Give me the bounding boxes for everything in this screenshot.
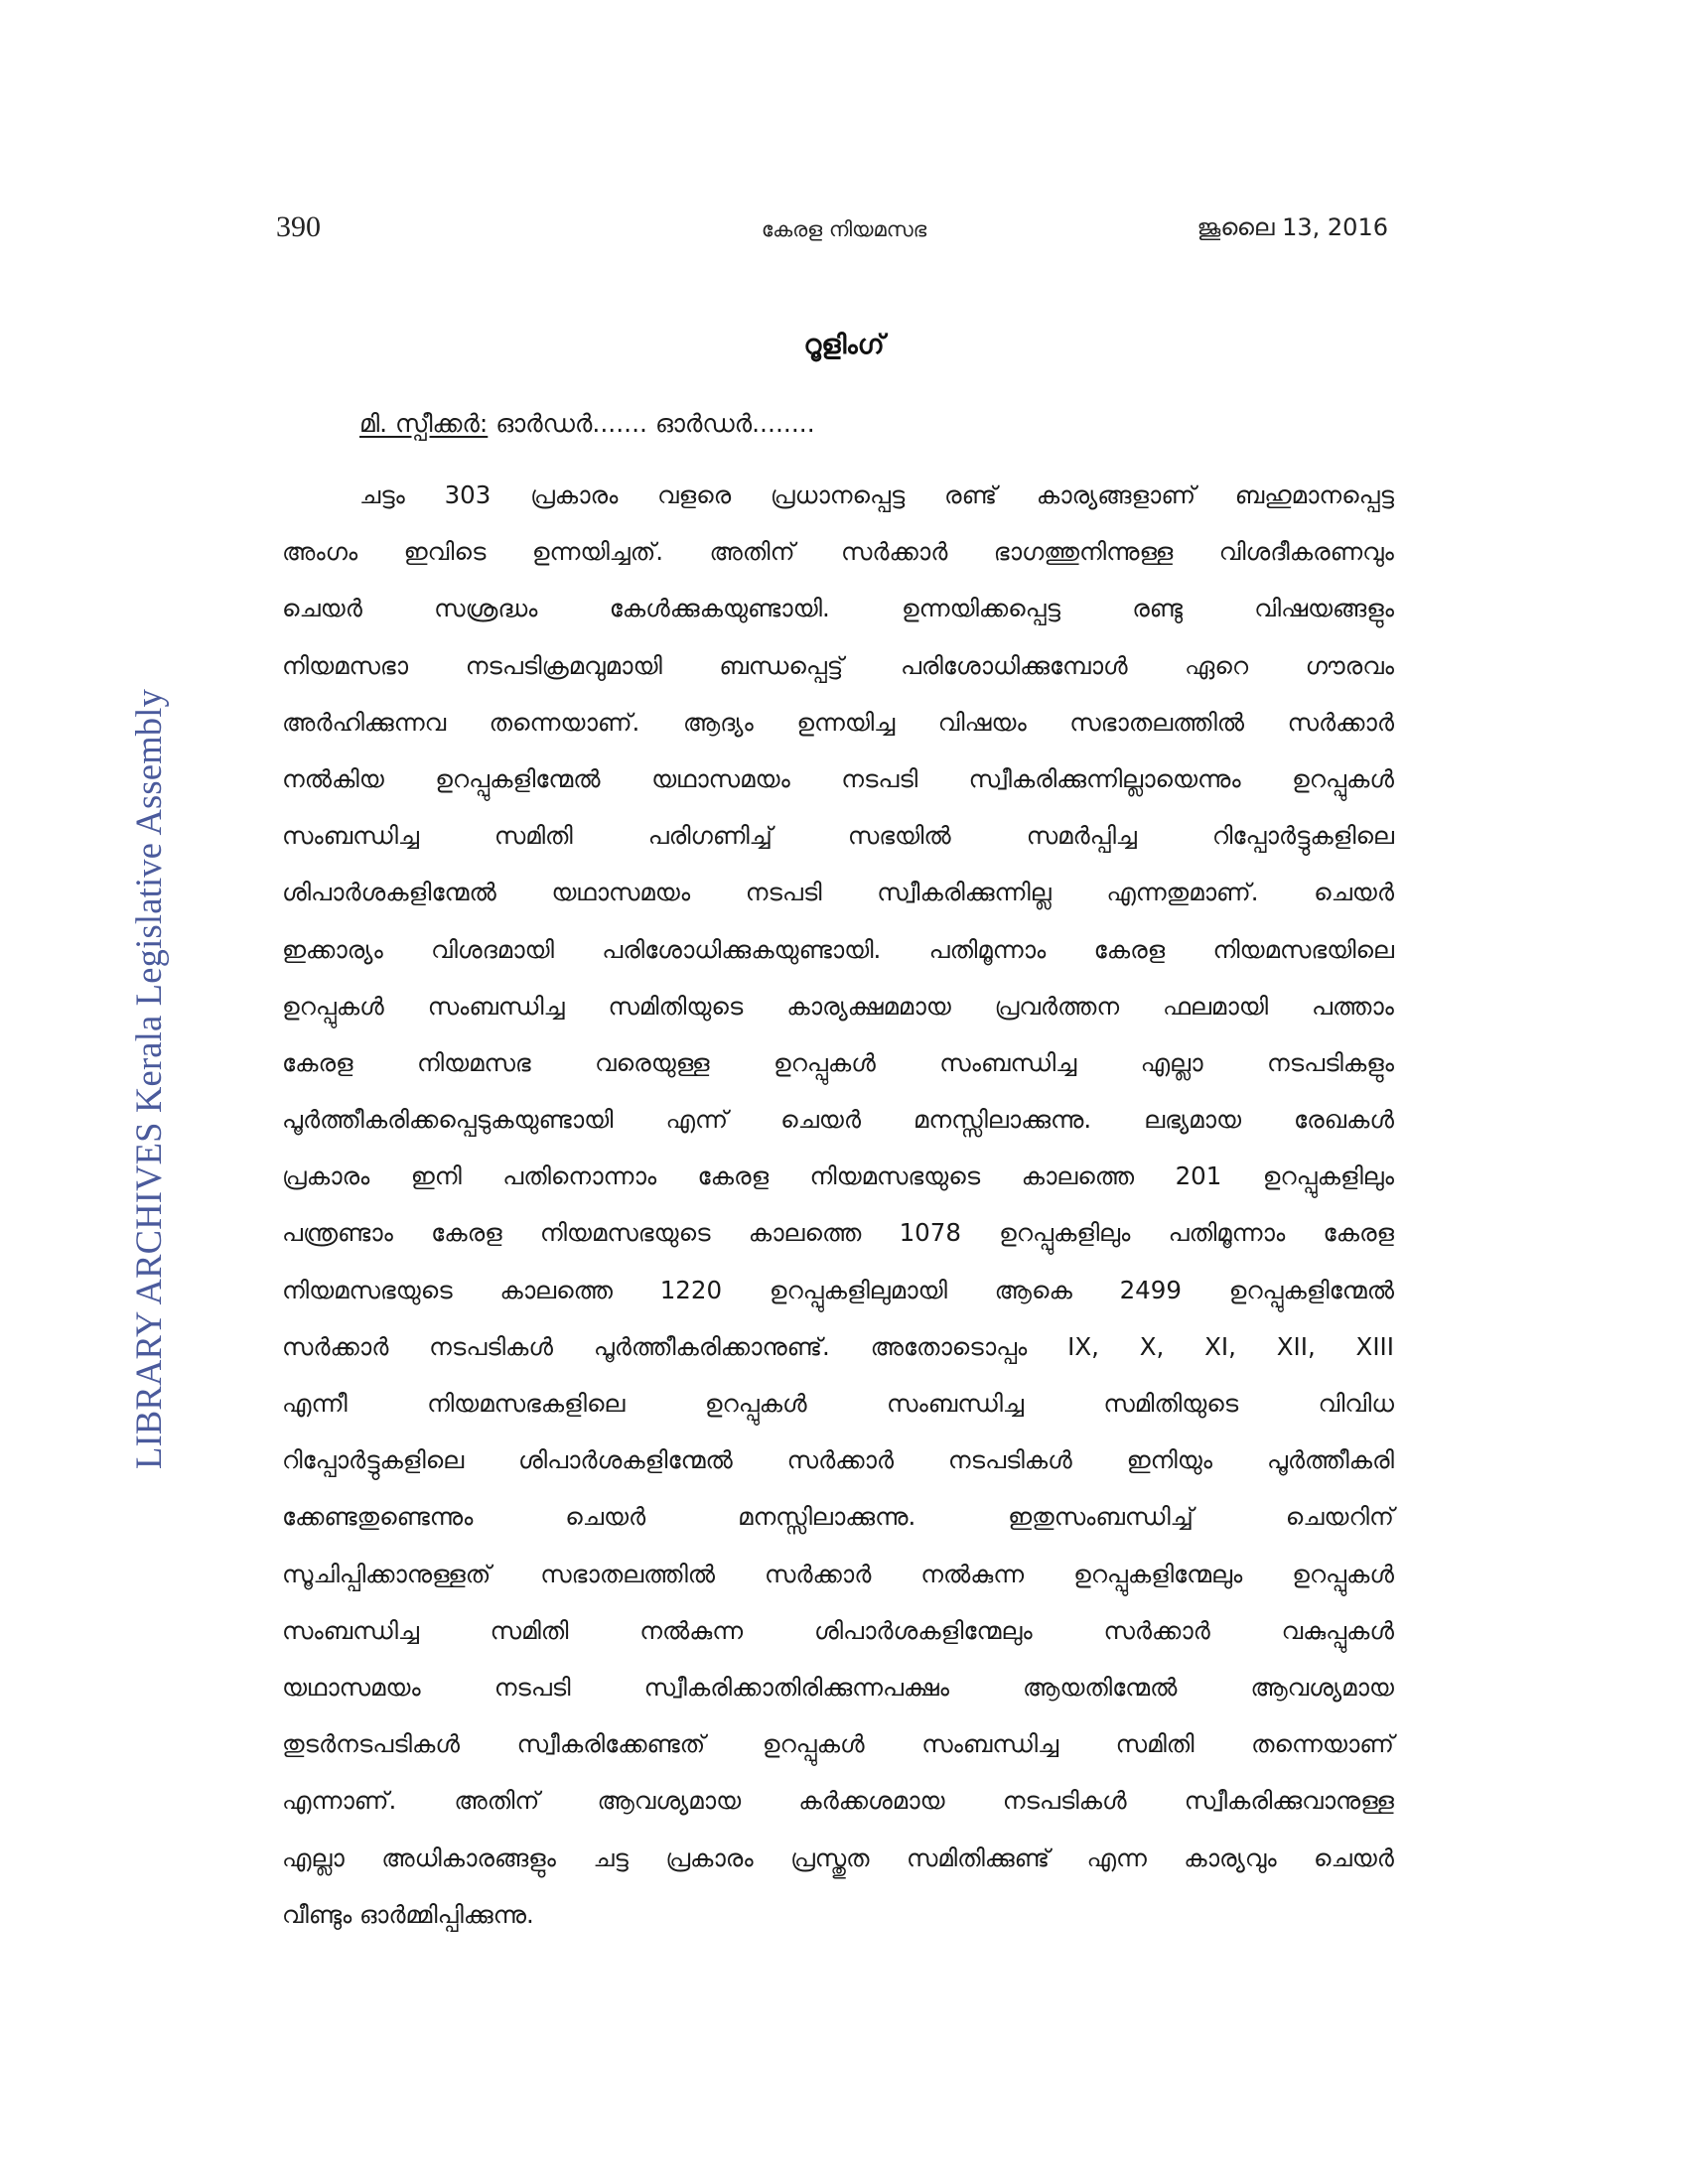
body-line: തുടർനടപടികൾ സ്വീകരിക്കേണ്ടത് ഉറപ്പുകൾ സംബന്ധിച്ച സമിതി തന്നെയാണ് bbox=[282, 1729, 1394, 1759]
body-line: എന്നാണ്. അതിന് ആവശ്യമായ കർക്കശമായ നടപടികൾ സ്വീകരിക്കുവാനുള്ള bbox=[282, 1786, 1394, 1816]
body-line: പ്രകാരം ഇനി പതിനൊന്നാം കേരള നിയമസഭയുടെ കാലത്തെ 201 ഉറപ്പുകളിലും bbox=[282, 1161, 1394, 1191]
body-line: എന്നീ നിയമസഭകളിലെ ഉറപ്പുകൾ സംബന്ധിച്ച സമിതിയുടെ വിവിധ bbox=[282, 1389, 1394, 1418]
body-line: കേരള നിയമസഭ വരെയുള്ള ഉറപ്പുകൾ സംബന്ധിച്ച എല്ലാ നടപടികളും bbox=[282, 1047, 1394, 1077]
body-line: വീണ്ടും ഓർമ്മിപ്പിക്കുന്നു. bbox=[282, 1899, 534, 1929]
body-line: എല്ലാ അധികാരങ്ങളും ചട്ട പ്രകാരം പ്രസ്തുത സമിതിക്കുണ്ട് എന്ന കാര്യവും ചെയർ bbox=[282, 1843, 1394, 1872]
body-line: നൽകിയ ഉറപ്പുകളിന്മേൽ യഥാസമയം നടപടി സ്വീകരിക്കുന്നില്ലായെന്നും ഉറപ്പുകൾ bbox=[282, 763, 1394, 793]
body-line: പന്ത്രണ്ടാം കേരള നിയമസഭയുടെ കാലത്തെ 1078 ഉറപ്പുകളിലും പതിമൂന്നാം കേരള bbox=[282, 1218, 1394, 1248]
library-archives-watermark: LIBRARY ARCHIVES Kerala Legislative Assembly bbox=[128, 688, 169, 1469]
body-line: സംബന്ധിച്ച സമിതി നൽകുന്ന ശിപാർശകളിന്മേലും സർക്കാർ വകുപ്പുകൾ bbox=[282, 1615, 1394, 1645]
body-line: സർക്കാർ നടപടികൾ പൂർത്തീകരിക്കാനുണ്ട്. അതോടൊപ്പം IX, X, XI, XII, XIII bbox=[282, 1331, 1394, 1361]
header-date: ജൂലൈ 13, 2016 bbox=[1196, 213, 1388, 241]
page-number: 390 bbox=[276, 210, 321, 243]
body-line: നിയമസഭാ നടപടിക്രമവുമായി ബന്ധപ്പെട്ട് പരിശോധിക്കുമ്പോൾ ഏറെ ഗൗരവം bbox=[282, 650, 1394, 680]
body-line: സൂചിപ്പിക്കാനുള്ളത് സഭാതലത്തിൽ സർക്കാർ നൽകുന്ന ഉറപ്പുകളിന്മേലും ഉറപ്പുകൾ bbox=[282, 1559, 1394, 1588]
body-line: യഥാസമയം നടപടി സ്വീകരിക്കാതിരിക്കുന്നപക്ഷം ആയതിന്മേൽ ആവശ്യമായ bbox=[282, 1672, 1394, 1702]
body-line: ഇക്കാര്യം വിശദമായി പരിശോധിക്കുകയുണ്ടായി. പതിമൂന്നാം കേരള നിയമസഭയിലെ bbox=[282, 934, 1394, 964]
body-line: ഉറപ്പുകൾ സംബന്ധിച്ച സമിതിയുടെ കാര്യക്ഷമമായ പ്രവർത്തന ഫലമായി പത്താം bbox=[282, 991, 1394, 1021]
body-line: നിയമസഭയുടെ കാലത്തെ 1220 ഉറപ്പുകളിലുമായി ആകെ 2499 ഉറപ്പുകളിന്മേൽ bbox=[282, 1275, 1394, 1304]
body-line: ചെയർ സശ്രദ്ധം കേൾക്കുകയുണ്ടായി. ഉന്നയിക്കപ്പെട്ട രണ്ടു വിഷയങ്ങളും bbox=[282, 594, 1394, 623]
running-title: കേരള നിയമസഭ bbox=[761, 217, 927, 241]
body-line: ചട്ടം 303 പ്രകാരം വളരെ പ്രധാനപ്പെട്ട രണ്ട് കാര്യങ്ങളാണ് ബഹുമാനപ്പെട്ട bbox=[359, 480, 1394, 509]
body-line: സംബന്ധിച്ച സമിതി പരിഗണിച്ച് സഭയിൽ സമർപ്പിച്ച റിപ്പോർട്ടുകളിലെ bbox=[282, 821, 1394, 851]
ruling-body bbox=[282, 480, 1394, 1957]
speaker-name: മി. സ്പീക്കർ: bbox=[359, 409, 489, 438]
section-heading: റൂളിംഗ് bbox=[803, 330, 885, 360]
body-line: റിപ്പോർട്ടുകളിലെ ശിപാർശകളിന്മേൽ സർക്കാർ നടപടികൾ ഇനിയും പൂർത്തീകരി bbox=[282, 1445, 1394, 1475]
body-line: പൂർത്തീകരിക്കപ്പെടുകയുണ്ടായി എന്ന് ചെയർ മനസ്സിലാക്കുന്നു. ലഭ്യമായ രേഖകൾ bbox=[282, 1105, 1394, 1135]
body-line: അംഗം ഇവിടെ ഉന്നയിച്ചത്. അതിന് സർക്കാർ ഭാഗത്തുനിന്നുള്ള വിശദീകരണവും bbox=[282, 537, 1394, 567]
body-line: ശിപാർശകളിന്മേൽ യഥാസമയം നടപടി സ്വീകരിക്കുന്നില്ല എന്നതുമാണ്. ചെയർ bbox=[282, 878, 1394, 907]
body-line: ക്കേണ്ടതുണ്ടെന്നും ചെയർ മനസ്സിലാക്കുന്നു. ഇതുസംബന്ധിച്ച് ചെയറിന് bbox=[282, 1502, 1394, 1532]
body-line: അർഹിക്കുന്നവ തന്നെയാണ്. ആദ്യം ഉന്നയിച്ച വിഷയം സഭാതലത്തിൽ സർക്കാർ bbox=[282, 707, 1394, 737]
speaker-text: ഓർഡർ....... ഓർഡർ........ bbox=[488, 409, 815, 438]
speaker-line bbox=[359, 409, 815, 439]
